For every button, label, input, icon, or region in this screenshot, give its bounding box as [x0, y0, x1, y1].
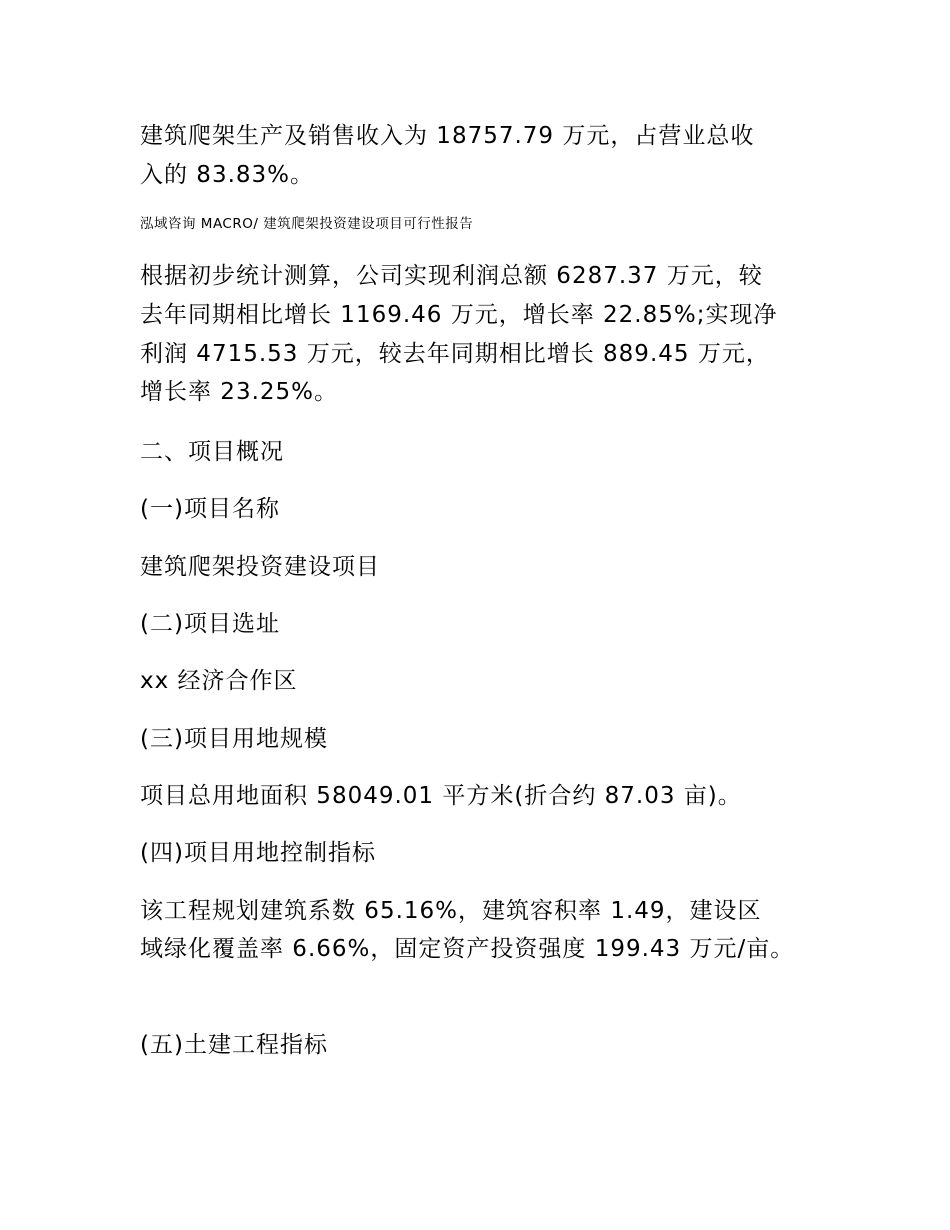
land-value: 项目总用地面积 58049.01 平方米(折合约 87.03 亩)。: [140, 783, 742, 809]
profit-line-1: 根据初步统计测算，公司实现利润总额 6287.37 万元，较: [140, 263, 763, 289]
profit-line-3: 利润 4715.53 万元，较去年同期相比增长 889.45 万元，: [140, 341, 770, 367]
site-value: xx 经济合作区: [140, 668, 298, 694]
profit-line-4: 增长率 23.25%。: [140, 379, 339, 405]
name-value: 建筑爬架投资建设项目: [140, 554, 380, 580]
profit-line-2: 去年同期相比增长 1169.46 万元，增长率 22.85%;实现净: [140, 302, 778, 328]
civil-heading: (五)土建工程指标: [140, 1032, 328, 1058]
site-heading: (二)项目选址: [140, 611, 280, 637]
section-overview-heading: 二、项目概况: [140, 439, 284, 465]
control-heading: (四)项目用地控制指标: [140, 840, 376, 866]
revenue-line-2: 入的 83.83%。: [140, 162, 315, 188]
control-value-line-1: 该工程规划建筑系数 65.16%，建筑容积率 1.49，建设区: [140, 898, 762, 924]
control-value-line-2: 域绿化覆盖率 6.66%，固定资产投资强度 199.43 万元/亩。: [140, 936, 795, 962]
land-heading: (三)项目用地规模: [140, 726, 328, 752]
name-heading: (一)项目名称: [140, 496, 280, 522]
revenue-line-1: 建筑爬架生产及销售收入为 18757.79 万元，占营业总收: [140, 123, 755, 149]
page-header: 泓域咨询 MACRO/ 建筑爬架投资建设项目可行性报告: [140, 216, 474, 232]
